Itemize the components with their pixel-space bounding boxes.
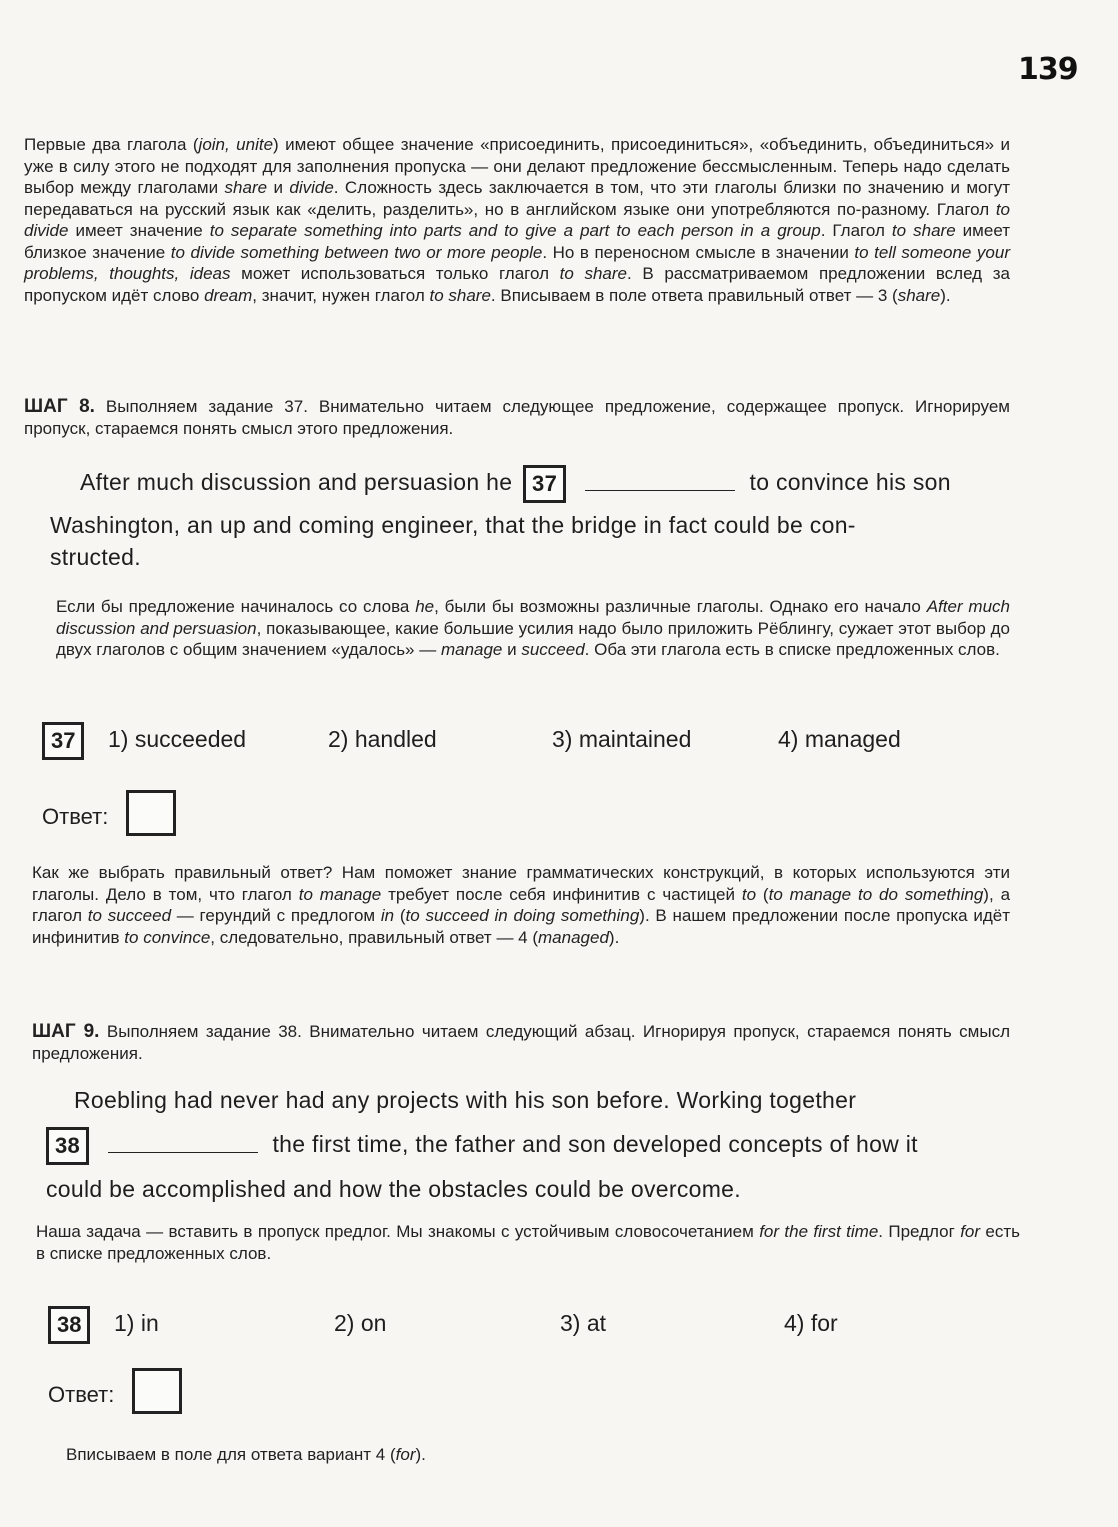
italic-run: to manage [298,884,382,904]
task37-option-2[interactable]: 2) handled [328,726,437,752]
text-run: . Предлог [878,1222,961,1241]
text-run: Как же выбрать правильный ответ? Нам поможет знание грамматических конструкций, в которых используются эти глаголы. Дело в том, что глагол [32,863,1010,904]
text-run: , значит, нужен глагол [252,285,430,305]
text-run: требует после себя инфинитив с частицей [381,884,742,904]
text-run: , следовательно, правильный ответ — 4 ( [210,927,539,947]
step8-explanation [56,596,1010,661]
text-run: Если бы предложение начиналось со слова [56,597,416,616]
italic-run: to tell someone your problems, thoughts, ideas [24,242,1010,283]
task37-option-4[interactable]: 4) managed [778,726,901,752]
italic-run: to succeed [87,906,172,925]
task38-number-box: 38 [46,1127,89,1165]
task37-text-before: After much discussion and persuasion he [80,469,513,495]
italic-run: to separate something into parts and to give a part to each person in a group [209,221,821,240]
task38-options [48,1310,948,1350]
text-run: ). [940,285,951,305]
task37-blank [585,476,735,491]
text-run: ). [608,927,620,947]
italic-run: to divide [24,199,1010,240]
step8-instruction [24,396,1010,439]
italic-run: in [380,906,395,925]
step9-explanation [36,1221,1020,1264]
italic-run: to share [891,221,956,240]
italic-run: to manage to do something [768,884,984,904]
text-run: Первые два глагола ( [24,135,199,154]
text-run: . Вписываем в поле ответа правильный ответ — 3 ( [490,285,898,305]
italic-run: to share [559,264,627,283]
task37-line3: structed. [50,543,141,570]
text-run: . Но в переносном смысле в значении [542,242,855,262]
task37-answer [42,790,242,840]
italic-run: to divide something between two or more people [170,242,543,262]
task38-line1: Roebling had never had any projects with his son before. Working together [74,1087,857,1113]
task38-answer [48,1368,248,1418]
text-run: , были бы возможны различные глаголы. Однако его начало [434,597,927,616]
text-run: Вписываем в поле для ответа вариант 4 ( [66,1445,396,1464]
italic-run: he [415,597,435,616]
task38-line3: could be accomplished and how the obstacles could be overcome. [46,1175,741,1202]
italic-run: for [395,1445,416,1464]
task37-options-number: 37 [42,722,84,760]
text-run: . Сложность здесь заключается в том, что эти глаголы близки по значению и могут передаваться на русский язык как «делить, разделить», но в английском языке они употребляются по-разному. Глагол [24,178,1010,219]
task38-options-number: 38 [48,1306,90,1344]
italic-run: dream [204,285,253,305]
task38-answer-box[interactable] [132,1368,182,1414]
task37-number-box: 37 [523,465,566,503]
task37-answer-box[interactable] [126,790,176,836]
task37-sentence [50,462,990,577]
task37-option-1[interactable]: 1) succeeded [108,726,247,752]
step9-instruction [32,1021,1010,1064]
task37-text-after: to convince his son [749,469,951,495]
text-run: имеет значение [68,221,210,240]
text-run: . Оба эти глагола есть в списке предложенных слов. [584,640,1000,659]
italic-run: succeed [521,640,585,659]
intro-paragraph [24,134,1010,306]
italic-run: to [741,884,757,904]
text-run: , показывающее, какие большие усилия надо было приложить Рёблингу, сужает этот выбор до двух глаголов с общим значением «удалось» — [56,618,1010,659]
text-run: ( [394,906,406,925]
task38-option-1[interactable]: 1) in [114,1310,159,1336]
page-number: 139 [1018,52,1078,87]
text-run: ). [415,1445,426,1464]
italic-run: managed [538,927,609,947]
text-run: ). В нашем предложении после пропуска идёт инфинитив [32,906,1010,947]
text-run: Наша задача — вставить в пропуск предлог. Мы знакомы с устойчивым словосочетанием [36,1222,760,1241]
step9-text: Выполняем задание 38. Внимательно читаем следующий абзац. Игнорируя пропуск, стараемся понять смысл предложения. [32,1022,1010,1063]
italic-run: share [897,285,941,305]
text-run: может использоваться только глагол [230,264,560,283]
text-run: и [267,178,290,197]
task38-option-2[interactable]: 2) on [334,1310,387,1336]
text-run: ), а глагол [32,884,1011,925]
italic-run: to convince [124,927,211,947]
italic-run: to succeed in doing something [405,906,640,925]
italic-run: for [960,1222,981,1241]
text-run: ) имеют общее значение «присоединить, присоединиться», «объединить, объединиться» и уже в силу этого не подходят для заполнения пропуска — они делают предложение бессмысленным. Теперь надо сделать выбор между глаголами [24,135,1010,197]
task38-option-4[interactable]: 4) for [784,1310,838,1336]
step8-title: ШАГ 8. [24,396,95,417]
task37-line2: Washington, an up and coming engineer, that the bridge in fact could be con- [50,511,856,538]
italic-run: divide [289,178,334,197]
task38-sentence [46,1080,994,1209]
italic-run: share [224,178,268,197]
text-run: и [502,640,522,659]
italic-run: manage [440,640,503,659]
text-run: есть в списке предложенных слов. [36,1222,1021,1263]
italic-run: After much discussion and persuasion [56,597,1010,638]
step9-title: ШАГ 9. [32,1021,100,1042]
final-note [66,1444,966,1466]
text-run: . В рассматриваемом предложении вслед за пропуском идёт слово [24,264,1010,305]
task37-line1 [50,462,990,503]
step8-text: Выполняем задание 37. Внимательно читаем следующее предложение, содержащее пропуск. Игнорируем пропуск, стараемся понять смысл этого предложения. [24,397,1010,438]
text-run: — герундий с предлогом [171,906,381,925]
italic-run: for the first time [759,1222,879,1241]
task37-answer-label: Ответ: [42,804,109,829]
italic-run: join, unite [198,135,274,154]
task38-line2 [46,1124,994,1165]
text-run: . Глагол [820,221,892,240]
task37-options [42,726,942,766]
task38-text-after: the first time, the father and son developed concepts of how it [272,1131,918,1157]
text-run: ( [756,884,769,904]
task37-option-3[interactable]: 3) maintained [552,726,692,752]
text-run: имеет близкое значение [24,221,1010,262]
task38-blank [108,1138,258,1153]
task38-answer-label: Ответ: [48,1382,115,1407]
italic-run: to share [429,285,491,305]
step8-explanation2 [32,862,1010,948]
task38-option-3[interactable]: 3) at [560,1310,607,1336]
